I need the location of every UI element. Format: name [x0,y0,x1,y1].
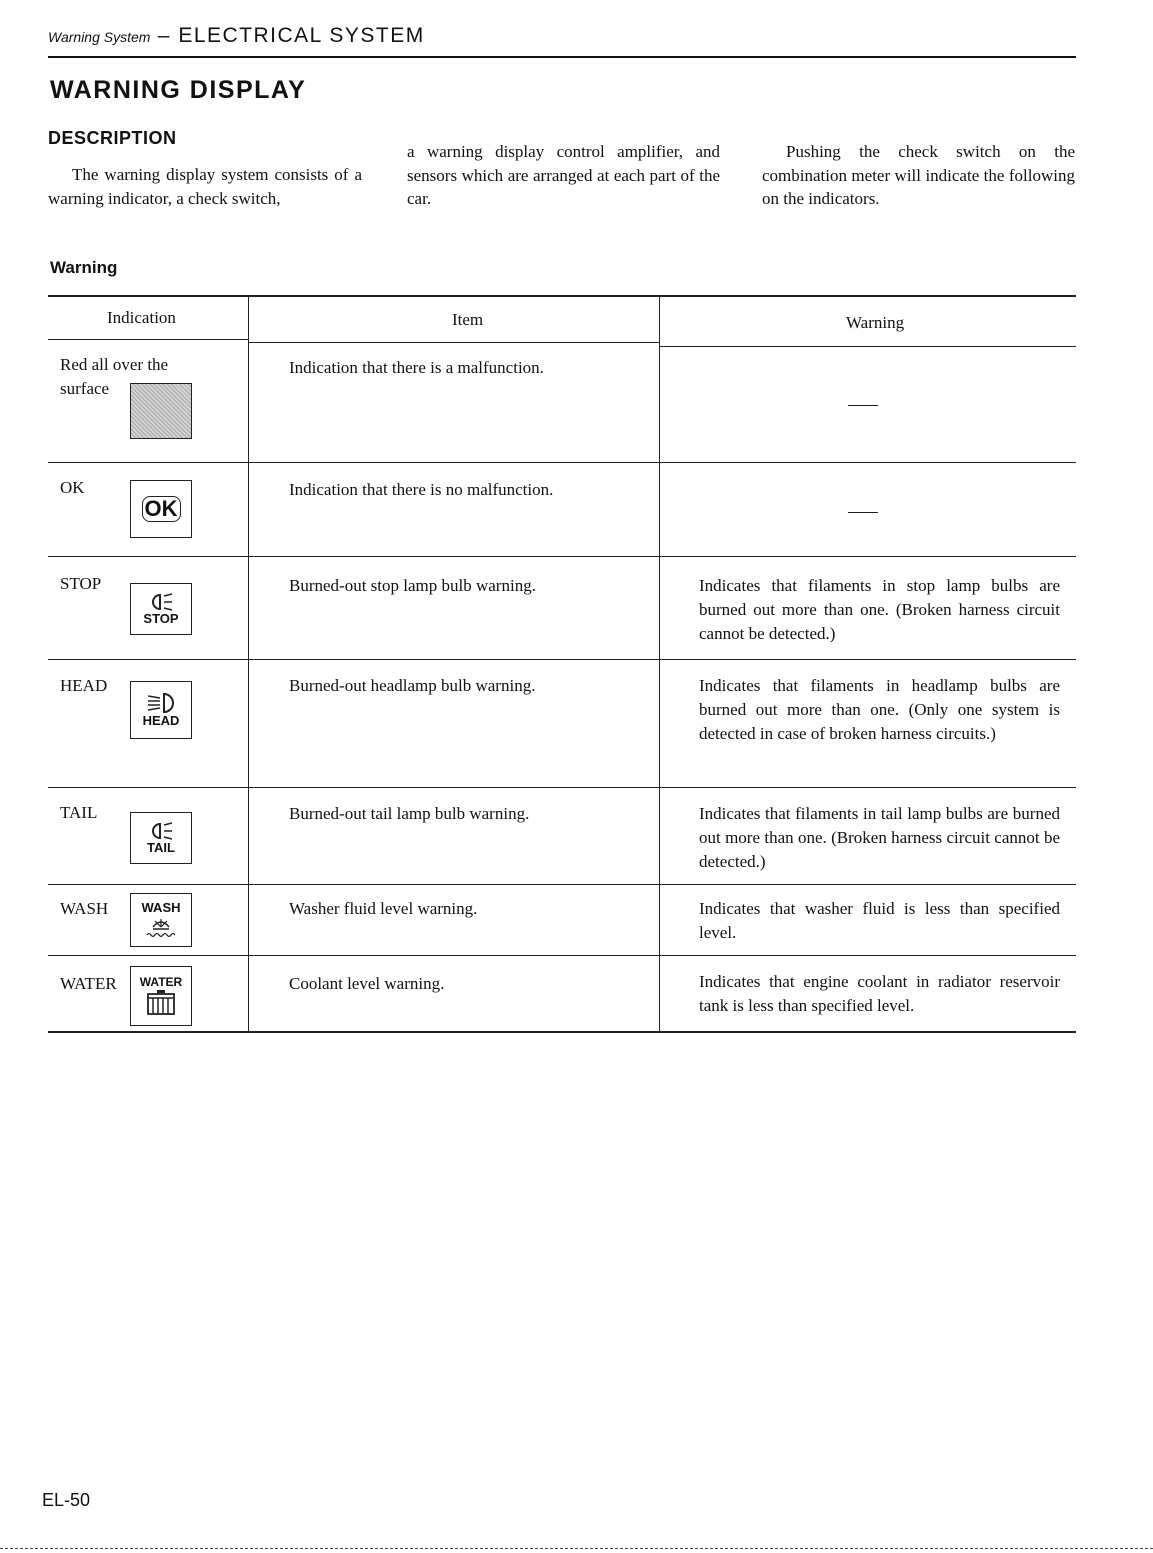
headlamp-icon [130,681,192,739]
item-text: Burned-out headlamp bulb warning. [289,676,536,695]
item-text: Washer fluid level warning. [289,899,478,918]
ok-icon-label: OK [142,496,181,522]
description-col-3 [762,140,1075,211]
header-rule-warning [660,346,1076,347]
stop-icon-label: STOP [143,611,179,626]
lamp-symbol-icon [146,592,176,612]
water-icon-label: WATER [139,975,183,989]
indication-label: WASH [60,899,109,918]
header-rule-item [248,342,660,343]
section-header [48,24,425,48]
stop-lamp-icon [130,583,192,635]
item-text: Burned-out stop lamp bulb warning. [289,576,536,595]
page-title: WARNING DISPLAY [50,76,307,104]
table-bottom-rule [48,1031,1076,1033]
washer-symbol-icon [144,915,178,939]
item-text: Indication that there is a malfunction. [289,358,544,377]
footer-rule [0,1548,1153,1549]
description-col-2 [407,140,720,211]
indication-label: OK [60,478,85,497]
header-rule [48,56,1076,58]
header-rule-indication [48,339,248,340]
description-col-1 [48,163,362,210]
tail-lamp-icon [130,812,192,864]
radiator-symbol-icon [143,989,179,1017]
subsection-label: Warning System [48,29,151,45]
row-rule [48,659,1076,660]
warning-text: Indicates that filaments in stop lamp bulbs are burned out more than one. (Broken harness circuit cannot be detected.) [699,576,1060,643]
table-top-rule [48,295,1076,297]
column-divider [248,295,249,1032]
col-header-item: Item [452,310,484,329]
item-text: Indication that there is no malfunction. [289,480,554,499]
col-header-warning: Warning [846,313,905,332]
column-divider [659,295,660,1032]
warning-none [848,512,878,513]
row-rule [48,787,1076,788]
section-label: ELECTRICAL SYSTEM [178,24,425,47]
indication-label: TAIL [60,803,98,822]
warning-heading: Warning [50,258,118,277]
row-rule [48,556,1076,557]
wash-icon-label: WASH [141,900,181,915]
tail-icon-label: TAIL [147,840,175,855]
warning-text: Indicates that filaments in headlamp bulbs are burned out more than one. (Only one system is detected in case of broken harness circuits.) [699,676,1060,743]
coolant-radiator-icon [130,966,192,1026]
indication-label: Red all over the surface [60,355,169,398]
row-rule [48,884,1076,885]
washer-fluid-icon [130,893,192,947]
description-text-3: Pushing the check switch on the combination meter will indicate the following on the indicators. [762,142,1075,208]
indication-label: HEAD [60,676,108,695]
shaded-red-square-icon [130,383,192,439]
indication-label: STOP [60,574,102,593]
description-heading: DESCRIPTION [48,128,177,148]
description-text-1: The warning display system consists of a warning indicator, a check switch, [48,165,362,208]
headlamp-symbol-icon [144,692,178,714]
warning-none [848,405,878,406]
item-text: Coolant level warning. [289,974,445,993]
warning-text: Indicates that filaments in tail lamp bulbs are burned out more than one. (Broken harness circuit cannot be detected.) [699,804,1060,871]
item-text: Burned-out tail lamp bulb warning. [289,804,530,823]
head-icon-label: HEAD [142,713,180,728]
warning-text: Indicates that engine coolant in radiator reservoir tank is less than specified level. [699,972,1060,1015]
ok-icon [130,480,192,538]
description-text-2: a warning display control amplifier, and sensors which are arranged at each part of the car. [407,142,720,208]
row-rule [48,462,1076,463]
page-number: EL-50 [42,1490,91,1510]
header-separator: – [150,24,179,47]
lamp-symbol-icon [146,821,176,841]
row-rule [48,955,1076,956]
col-header-indication: Indication [107,308,176,327]
warning-text: Indicates that washer fluid is less than specified level. [699,899,1060,942]
indication-label: WATER [60,974,117,993]
